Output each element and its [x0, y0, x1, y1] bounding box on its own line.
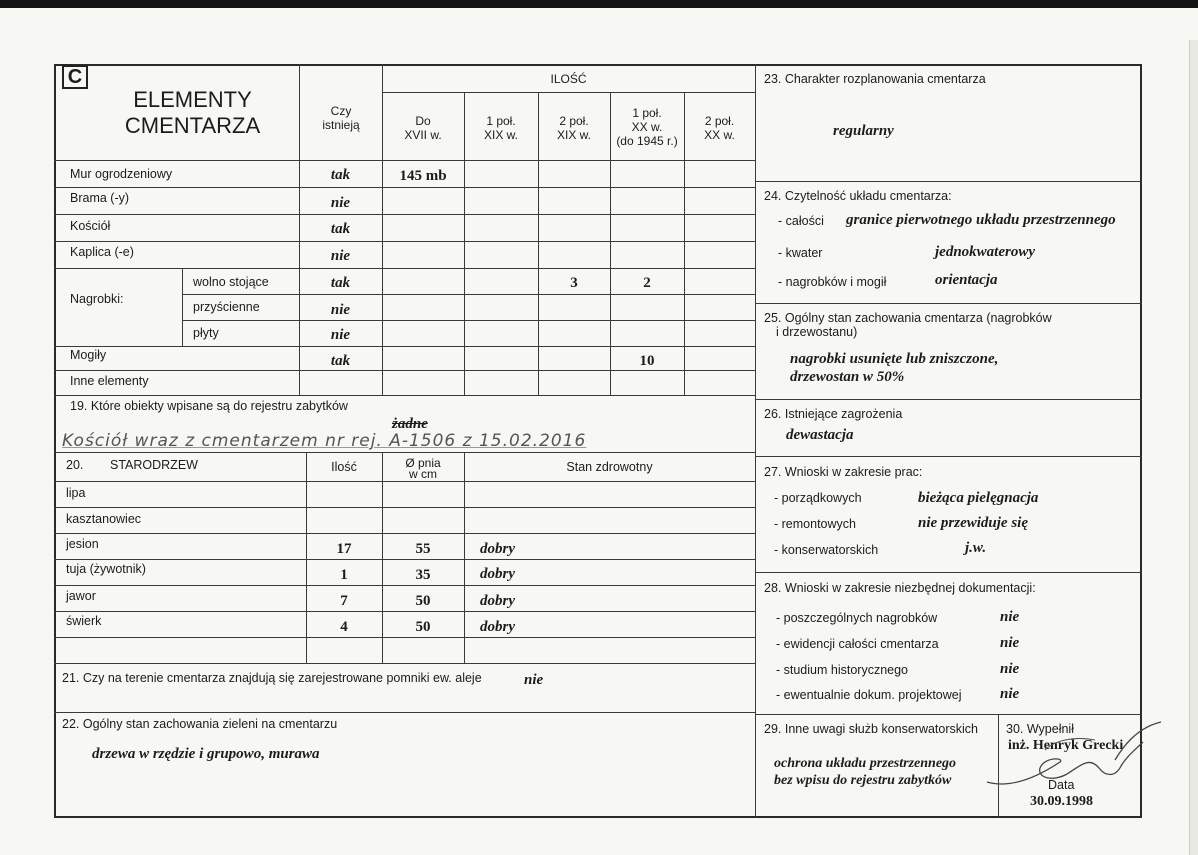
- q21-label: 21. Czy na terenie cmentarza znajdują się zarejestrowane pomniki ew. aleje: [62, 671, 482, 685]
- tree-health: dobry: [480, 619, 515, 635]
- element-label: Inne elementy: [70, 374, 149, 388]
- exists-header-line1: Czy: [330, 104, 352, 118]
- tree-diameter: 50: [415, 593, 431, 609]
- tree-health: dobry: [480, 541, 515, 557]
- tree-diameter: 55: [415, 541, 431, 557]
- element-exists: tak: [330, 275, 351, 291]
- q27-item-label: - konserwatorskich: [774, 543, 879, 557]
- q22-value: drzewa w rzędzie i grupowo, murawa: [92, 746, 320, 762]
- element-exists: nie: [330, 327, 351, 343]
- q19-value: żadne: [392, 416, 428, 432]
- element-exists: nie: [330, 302, 351, 318]
- tombstones-label: Nagrobki:: [70, 292, 124, 306]
- tree-diameter: 35: [415, 567, 431, 583]
- q28-item-value: nie: [1000, 609, 1020, 625]
- tree-name: jesion: [66, 537, 99, 551]
- element-label: Mur ogrodzeniowy: [70, 167, 173, 181]
- q27-item-label: - remontowych: [774, 517, 856, 531]
- q24-item-label: - całości: [778, 214, 824, 228]
- q24-item-label: - nagrobków i mogił: [778, 275, 887, 289]
- tree-name: tuja (żywotnik): [66, 562, 146, 576]
- tree-name: świerk: [66, 614, 102, 628]
- scan-top-edge: [0, 0, 1198, 8]
- period-header: 1 poł.: [486, 114, 516, 128]
- period-header: XX w.: [704, 128, 735, 142]
- q24-item-value: granice pierwotnego układu przestrzennego: [846, 212, 1116, 228]
- section-letter-box: C: [62, 65, 88, 89]
- tree-count: 4: [340, 619, 348, 635]
- tree-name: jawor: [66, 589, 96, 603]
- element-quantity: 3: [570, 275, 578, 291]
- q30-label: 30. Wypełnił: [1006, 722, 1074, 736]
- q23-value: regularny: [833, 123, 894, 139]
- q28-item-value: nie: [1000, 686, 1020, 702]
- element-exists: tak: [330, 353, 351, 369]
- q30-name: inż. Henryk Grecki: [1008, 738, 1124, 753]
- element-label: Mogiły: [70, 348, 107, 362]
- element-label: Brama (-y): [70, 191, 130, 205]
- element-exists: tak: [330, 221, 351, 237]
- q27-item-label: - porządkowych: [774, 491, 862, 505]
- q27-item-value: nie przewiduje się: [918, 515, 1029, 531]
- q24-item-label: - kwater: [778, 246, 823, 260]
- q27-label: 27. Wnioski w zakresie prac:: [764, 465, 923, 479]
- period-header: XX w.: [631, 120, 663, 134]
- tree-count: 17: [336, 541, 352, 557]
- trees-diameter-header: Ø pnia: [405, 456, 441, 470]
- q25-value: drzewostan w 50%: [790, 369, 905, 385]
- q23-label: 23. Charakter rozplanowania cmentarza: [764, 72, 986, 86]
- q19-label: 19. Które obiekty wpisane są do rejestru zabytków: [70, 399, 348, 413]
- trees-health-header: Stan zdrowotny: [566, 460, 653, 474]
- tree-name: kasztanowiec: [66, 512, 142, 526]
- q30-date: 30.09.1998: [1030, 794, 1093, 809]
- trees-count-header: Ilość: [331, 460, 357, 474]
- signature: [985, 720, 1165, 800]
- period-header: (do 1945 r.): [616, 134, 678, 148]
- section-title-line1: ELEMENTY: [133, 87, 252, 112]
- q24-label: 24. Czytelność układu cmentarza:: [764, 189, 952, 203]
- exists-header-line2: istnieją: [322, 118, 360, 132]
- q25-label: 25. Ogólny stan zachowania cmentarza (nagrobków: [764, 311, 1052, 325]
- period-header: 2 poł.: [559, 114, 589, 128]
- element-exists: tak: [330, 167, 351, 183]
- q30-date-label: Data: [1048, 778, 1075, 792]
- period-header: XVII w.: [404, 128, 442, 142]
- element-exists: nie: [330, 195, 351, 211]
- tree-count: 1: [340, 567, 348, 583]
- trees-diameter-header: w cm: [409, 467, 437, 481]
- element-quantity: 145 mb: [399, 168, 447, 184]
- q21-value: nie: [524, 672, 544, 688]
- q29-value: ochrona układu przestrzennego: [774, 756, 957, 771]
- period-header: Do: [415, 114, 431, 128]
- q25-label: i drzewostanu): [776, 325, 858, 339]
- q25-value: nagrobki usunięte lub zniszczone,: [790, 351, 999, 367]
- trees-number: 20.: [66, 458, 84, 472]
- element-label: wolno stojące: [193, 275, 269, 289]
- q28-item-value: nie: [1000, 635, 1020, 651]
- q26-value: dewastacja: [786, 427, 854, 443]
- q28-item-label: - ewentualnie dokum. projektowej: [776, 688, 962, 702]
- q27-item-value: bieżąca pielęgnacja: [918, 490, 1039, 506]
- q29-label: 29. Inne uwagi służb konserwatorskich: [764, 722, 979, 736]
- element-label: przyścienne: [193, 300, 260, 314]
- tree-name: lipa: [66, 486, 86, 500]
- period-header: 2 poł.: [704, 114, 735, 128]
- element-label: Kościół: [70, 219, 111, 233]
- element-label: płyty: [193, 326, 219, 340]
- q28-label: 28. Wnioski w zakresie niezbędnej dokumentacji:: [764, 581, 1036, 595]
- period-header: XIX w.: [483, 128, 518, 142]
- trees-title: STARODRZEW: [110, 458, 198, 472]
- element-label: Kaplica (-e): [70, 245, 134, 259]
- q22-label: 22. Ogólny stan zachowania zieleni na cmentarzu: [62, 717, 338, 731]
- q27-item-value: j.w.: [965, 540, 987, 556]
- q24-item-value: jednokwaterowy: [935, 244, 1035, 260]
- section-title-line2: CMENTARZA: [124, 113, 261, 138]
- q29-value: bez wpisu do rejestru zabytków: [774, 773, 952, 788]
- element-quantity: 2: [643, 275, 651, 291]
- q26-label: 26. Istniejące zagrożenia: [764, 407, 903, 421]
- period-header: 1 poł.: [632, 106, 662, 120]
- tree-diameter: 50: [415, 619, 431, 635]
- tree-count: 7: [340, 593, 348, 609]
- period-header: XIX w.: [556, 128, 591, 142]
- q28-item-label: - studium historycznego: [776, 663, 909, 677]
- q24-item-value: orientacja: [935, 272, 998, 288]
- q28-item-label: - poszczególnych nagrobków: [776, 611, 938, 625]
- tree-health: dobry: [480, 566, 515, 582]
- element-quantity: 10: [639, 353, 655, 369]
- q28-item-label: - ewidencji całości cmentarza: [776, 637, 939, 651]
- scan-right-edge: [1189, 40, 1198, 855]
- quantity-header: ILOŚĆ: [550, 72, 587, 86]
- element-exists: nie: [330, 248, 351, 264]
- q19-handwritten-note: Kościół wraz z cmentarzem nr rej. A-1506 z 15.02.2016: [62, 431, 587, 451]
- q28-item-value: nie: [1000, 661, 1020, 677]
- tree-health: dobry: [480, 593, 515, 609]
